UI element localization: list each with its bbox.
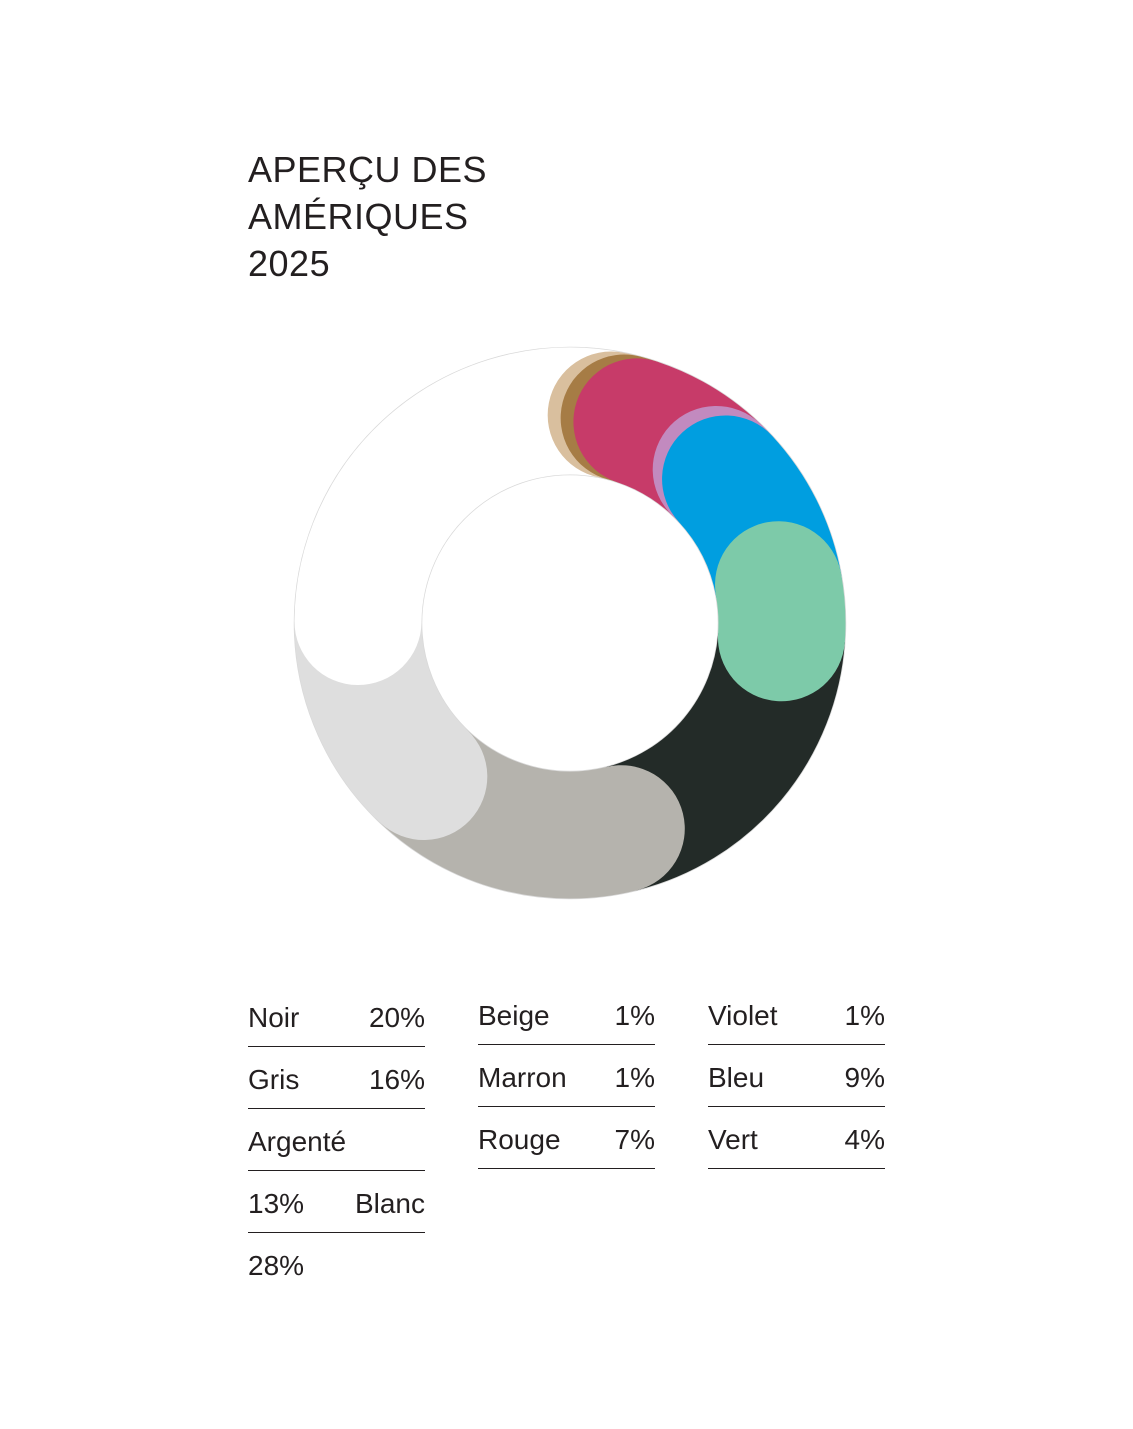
legend-value: 16% [368, 1063, 425, 1095]
title-line-3: 2025 [248, 243, 331, 284]
legend-column-3 [708, 983, 885, 1169]
legend-label: Noir [248, 1001, 300, 1033]
legend-row [248, 1109, 425, 1171]
legend-label: Beige [478, 999, 550, 1031]
title-line-1: APERÇU DES [248, 149, 488, 190]
legend-column-1 [248, 985, 425, 1295]
legend-value: 13% [248, 1187, 305, 1219]
legend-row [248, 1233, 425, 1295]
legend-row [708, 983, 885, 1045]
legend-row [478, 1107, 655, 1169]
legend-label: Rouge [478, 1123, 561, 1155]
chart-title [248, 146, 568, 287]
legend-row [248, 985, 425, 1047]
legend-label: Violet [708, 999, 778, 1031]
title-line-2: AMÉRIQUES [248, 196, 469, 237]
legend-row [248, 1171, 425, 1233]
legend-value: 1% [614, 1061, 655, 1093]
legend-label: Marron [478, 1061, 567, 1093]
donut-slice-vert [779, 585, 782, 638]
legend-label: Argenté [248, 1125, 347, 1157]
legend-row [248, 1047, 425, 1109]
legend-row [478, 1045, 655, 1107]
legend-label: Gris [248, 1063, 300, 1095]
legend-value: 1% [614, 999, 655, 1031]
legend-value: 20% [368, 1001, 425, 1033]
legend-row [708, 1107, 885, 1169]
legend-row [478, 983, 655, 1045]
legend-label: Blanc [354, 1187, 425, 1219]
legend-label: Vert [708, 1123, 758, 1155]
donut-inner-outline [422, 475, 719, 772]
legend-value: 1% [844, 999, 885, 1031]
legend-value: 7% [614, 1123, 655, 1155]
legend-row [708, 1045, 885, 1107]
legend-value: 28% [248, 1250, 305, 1281]
legend-value: 4% [844, 1123, 885, 1155]
legend-label: Bleu [708, 1061, 765, 1093]
legend-column-2 [478, 983, 655, 1169]
legend-value: 9% [844, 1061, 885, 1093]
